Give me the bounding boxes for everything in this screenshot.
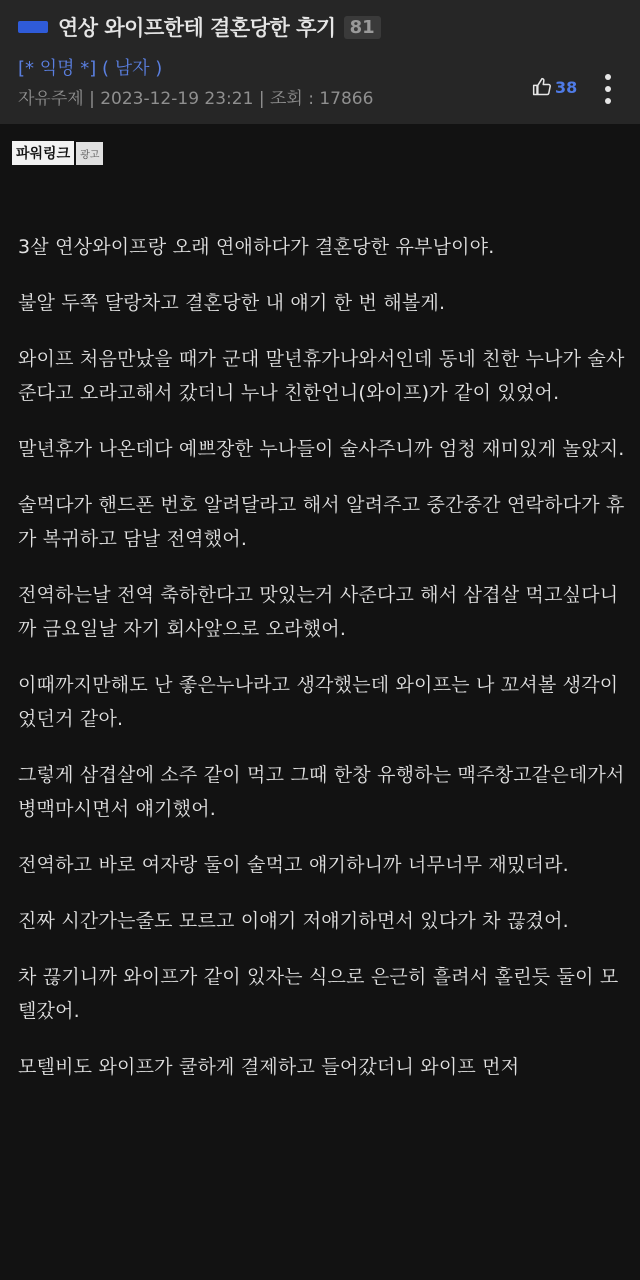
post-header (0, 0, 640, 124)
paragraph: 전역하고 바로 여자랑 둘이 술먹고 얘기하니까 너무너무 재밌더라. (18, 854, 569, 876)
powerlink-label: 파워링크 (12, 141, 74, 165)
thumbs-up-icon (532, 77, 552, 97)
post-meta: 자유주제 | 2023-12-19 23:21 | 조회 : 17866 (18, 89, 374, 109)
more-vertical-icon (598, 72, 618, 106)
comment-count-badge[interactable]: 81 (344, 16, 381, 39)
like-count: 38 (555, 77, 578, 97)
more-options-button[interactable] (598, 72, 618, 106)
paragraph: 3살 연상와이프랑 오래 연애하다가 결혼당한 유부남이야. (18, 236, 495, 258)
ad-label (12, 142, 103, 164)
paragraph: 차 끊기니까 와이프가 같이 있자는 식으로 은근히 흘려서 홀린듯 둘이 모텔갔어. (18, 966, 619, 1022)
title-row (18, 12, 381, 42)
paragraph: 불알 두쪽 달랑차고 결혼당한 내 얘기 한 번 해볼게. (18, 292, 446, 314)
paragraph: 진짜 시간가는줄도 모르고 이얘기 저얘기하면서 있다가 차 끊겼어. (18, 910, 569, 932)
post-body (18, 230, 628, 1106)
post-title: 연상 와이프한테 결혼당한 후기 (58, 16, 336, 40)
paragraph: 그렇게 삼겹살에 소주 같이 먹고 그때 한창 유행하는 맥주창고같은데가서 병맥마시면서 얘기했어. (18, 764, 625, 820)
like-button[interactable] (532, 77, 577, 97)
paragraph: 이때까지만해도 난 좋은누나라고 생각했는데 와이프는 나 꼬셔볼 생각이었던거 같아. (18, 674, 619, 730)
paragraph: 전역하는날 전역 축하한다고 맛있는거 사준다고 해서 삼겹살 먹고싶다니까 금요일날 자기 회사앞으로 오라했어. (18, 584, 619, 640)
paragraph: 와이프 처음만났을 때가 군대 말년휴가나와서인데 동네 친한 누나가 술사준다고 오라고해서 갔더니 누나 친한언니(와이프)가 같이 있었어. (18, 348, 625, 404)
paragraph: 술먹다가 핸드폰 번호 알려달라고 해서 알려주고 중간중간 연락하다가 휴가 복귀하고 담날 전역했어. (18, 494, 625, 550)
paragraph: 말년휴가 나온데다 예쁘장한 누나들이 술사주니까 엄청 재미있게 놀았지. (18, 438, 625, 460)
new-badge-icon (18, 21, 48, 33)
paragraph: 모텔비도 와이프가 쿨하게 결제하고 들어갔더니 와이프 먼저 (18, 1056, 520, 1078)
ad-tag: 광고 (76, 142, 103, 165)
post-author: [* 익명 *] ( 남자 ) (18, 58, 163, 79)
